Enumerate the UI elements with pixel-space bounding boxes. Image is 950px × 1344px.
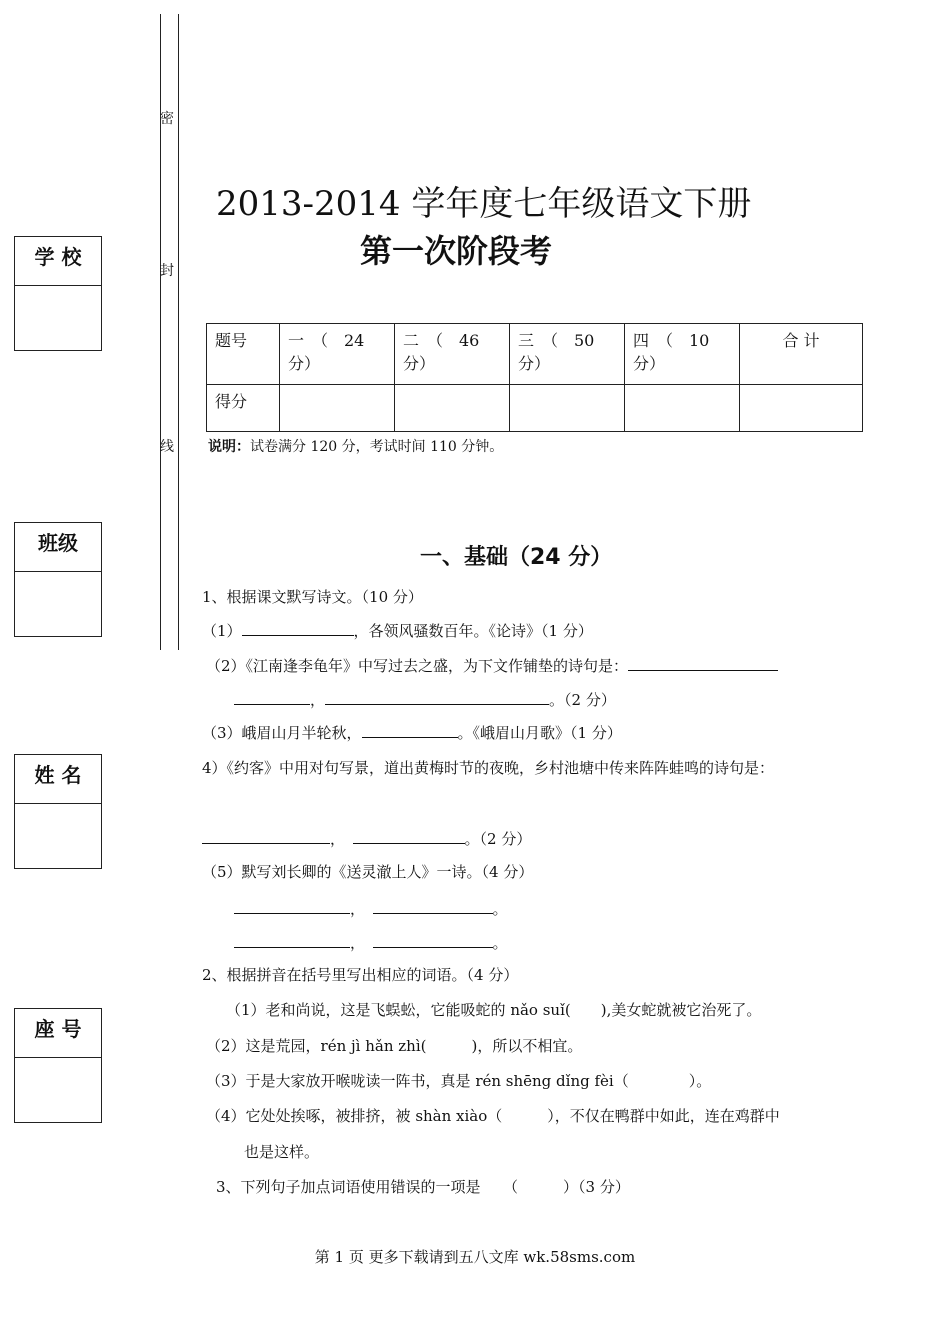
q1-5-sep: ，	[350, 900, 358, 918]
question-1: 1、根据课文默写诗文。（10 分）	[202, 588, 423, 606]
score-cell[interactable]	[510, 385, 625, 432]
score-header-cell: 题号	[207, 324, 280, 385]
score-row-label: 得分	[207, 385, 280, 432]
score-header-cell: 一 （ 24 分）	[280, 324, 395, 385]
score-table-row	[207, 385, 863, 432]
answer-blank[interactable]	[202, 829, 330, 844]
q1-2-text: （2）《江南逢李龟年》中写过去之盛，为下文作铺垫的诗句是：	[206, 657, 629, 675]
answer-blank[interactable]	[362, 723, 458, 738]
score-cell[interactable]	[740, 385, 863, 432]
q1-2-sep: ，	[310, 691, 326, 709]
name-field[interactable]	[15, 804, 101, 868]
answer-blank[interactable]	[325, 690, 549, 705]
score-cell[interactable]	[625, 385, 740, 432]
q1-5-sep: ，	[350, 934, 358, 952]
seal-char-mi: 密	[160, 111, 174, 127]
school-box	[14, 236, 102, 351]
question-2-2: （2）这是荒园，rén jì hǎn zhì( )，所以不相宜。	[206, 1037, 583, 1055]
answer-blank[interactable]	[234, 933, 350, 948]
score-table-header-row	[207, 324, 863, 385]
answer-blank[interactable]	[353, 829, 465, 844]
answer-blank[interactable]	[373, 899, 493, 914]
question-3: 3、下列句子加点词语使用错误的一项是 （ ）（3 分）	[216, 1178, 630, 1196]
answer-blank[interactable]	[628, 656, 778, 671]
question-1-4: 4）《约客》中用对句写景，道出黄梅时节的夜晚，乡村池塘中传来阵阵蛙鸣的诗句是：	[202, 759, 775, 777]
question-1-2-cont	[234, 689, 616, 710]
q1-4-end: 。（2 分）	[464, 830, 532, 848]
name-box	[14, 754, 102, 869]
seat-box	[14, 1008, 102, 1123]
seat-label: 座 号	[15, 1009, 101, 1058]
question-2: 2、根据拼音在括号里写出相应的词语。（4 分）	[202, 966, 519, 984]
note-label: 说明：	[208, 439, 250, 455]
question-1-2	[206, 655, 778, 676]
section-title: 一、基础（24 分）	[420, 545, 613, 570]
q1-5-end: 。	[492, 900, 508, 918]
question-1-1	[202, 620, 593, 641]
question-2-4: （4）它处处挨啄，被排挤，被 shàn xiào（ ），不仅在鸭群中如此，连在鸡群中	[206, 1107, 780, 1125]
exam-note	[208, 436, 503, 456]
q1-1-suffix: ，各领风骚数百年。《论诗》（1 分）	[353, 622, 593, 640]
note-text: 试卷满分 120 分，考试时间 110 分钟。	[250, 439, 504, 455]
binding-line-right	[178, 14, 179, 650]
class-box	[14, 522, 102, 637]
page-title: 2013-2014 学年度七年级语文下册	[216, 184, 752, 224]
q1-1-prefix: （1）	[202, 622, 242, 640]
score-header-cell: 二 （ 46 分）	[395, 324, 510, 385]
score-cell[interactable]	[395, 385, 510, 432]
q1-2-end: 。（2 分）	[549, 691, 616, 709]
q1-4-sep: ，	[330, 830, 338, 848]
page-subtitle: 第一次阶段考	[360, 232, 553, 270]
score-header-cell: 三 （ 50 分）	[510, 324, 625, 385]
page-footer: 第 1 页 更多下载请到五八文库 wk.58sms.com	[314, 1248, 636, 1266]
seat-field[interactable]	[15, 1058, 101, 1122]
question-1-5-line1	[234, 898, 508, 919]
class-field[interactable]	[15, 572, 101, 636]
q1-3-suffix: 。《峨眉山月歌》（1 分）	[457, 724, 622, 742]
answer-blank[interactable]	[373, 933, 493, 948]
score-table	[206, 323, 863, 432]
answer-blank[interactable]	[234, 690, 310, 705]
school-field[interactable]	[15, 286, 101, 350]
score-header-cell: 四 （ 10 分）	[625, 324, 740, 385]
answer-blank[interactable]	[234, 899, 350, 914]
question-2-3: （3）于是大家放开喉咙读一阵书，真是 rén shēng dǐng fèi（ ）。	[206, 1072, 712, 1090]
score-cell[interactable]	[280, 385, 395, 432]
question-1-4-answer	[202, 828, 531, 849]
name-label: 姓 名	[15, 755, 101, 804]
question-1-5-line2	[234, 932, 508, 953]
q1-3-prefix: （3）峨眉山月半轮秋，	[202, 724, 362, 742]
seal-char-feng: 封	[160, 263, 174, 279]
q1-5-end: 。	[492, 934, 508, 952]
question-1-3	[202, 722, 622, 743]
seal-char-xian: 线	[160, 439, 174, 455]
score-header-cell: 合 计	[740, 324, 863, 385]
answer-blank[interactable]	[242, 621, 354, 636]
question-2-1: （1）老和尚说，这是飞蜈蚣，它能吸蛇的 nǎo suǐ( ),美女蛇就被它治死了。	[226, 1001, 762, 1019]
question-2-4-cont: 也是这样。	[244, 1143, 320, 1161]
school-label: 学 校	[15, 237, 101, 286]
question-1-5: （5）默写刘长卿的《送灵澈上人》一诗。（4 分）	[202, 863, 534, 881]
class-label: 班级	[15, 523, 101, 572]
